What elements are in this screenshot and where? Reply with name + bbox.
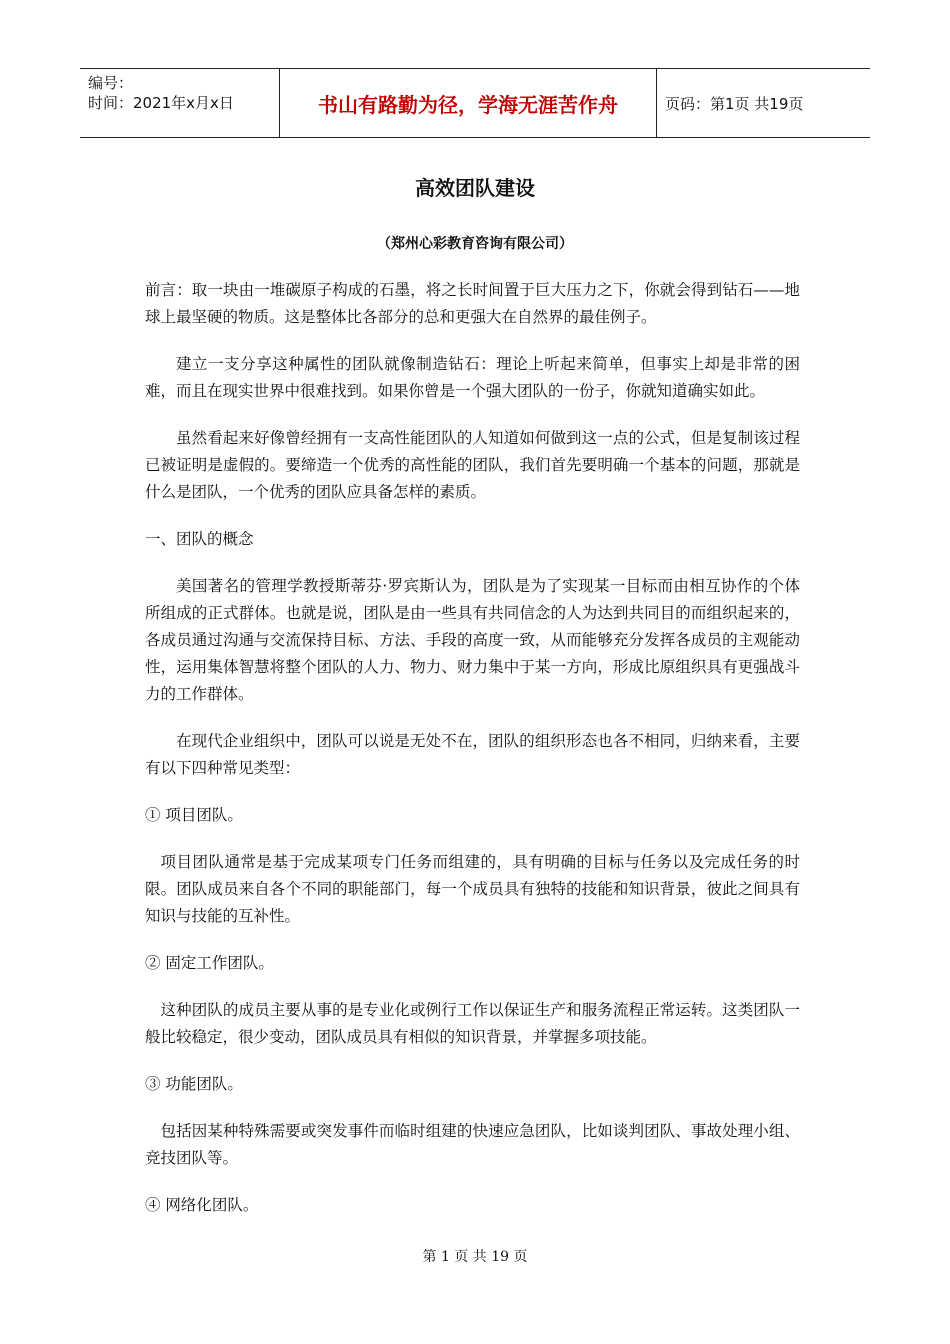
paragraph: 建立一支分享这种属性的团队就像制造钻石：理论上听起来简单，但事实上却是非常的困难，而且在现实世界中很难找到。如果你曾是一个强大团队的一份子，你就知道确实如此。 [145, 355, 800, 400]
paragraph: 美国著名的管理学教授斯蒂芬·罗宾斯认为，团队是为了实现某一目标而由相互协作的个体所组成的正式群体。也就是说，团队是由一些具有共同信念的人为达到共同目的而组织起来的，各成员通过沟通与交流保持目标、方法、手段的高度一致，从而能够充分发挥各成员的主观能动性，运用集体智慧将整个团队的人力、物力、财力集中于某一方向，形成比原组织具有更强战斗力的工作群体。 [145, 577, 800, 703]
paragraph: 在现代企业组织中，团队可以说是无处不在，团队的组织形态也各不相同，归纳来看，主要有以下四种常见类型： [145, 732, 800, 777]
paragraph: 项目团队通常是基于完成某项专门任务而组建的，具有明确的目标与任务以及完成任务的时限。团队成员来自各个不同的职能部门，每一个成员具有独特的技能和知识背景，彼此之间具有知识与技能的互补性。 [145, 853, 800, 925]
document-number-label: 编号： [88, 74, 134, 92]
document-date-label: 时间：2021年x月x日 [88, 94, 234, 112]
header-page-number: 页码：第1页 共19页 [665, 94, 804, 113]
paragraph: 包括因某种特殊需要或突发事件而临时组建的快速应急团队，比如谈判团队、事故处理小组、竞技团队等。 [145, 1122, 800, 1167]
list-heading: ② 固定工作团队。 [145, 954, 274, 972]
document-body [145, 277, 800, 1219]
page-footer: 第 1 页 共 19 页 [422, 1249, 528, 1265]
list-heading: ④ 网络化团队。 [145, 1196, 259, 1214]
section-heading: 一、团队的概念 [145, 530, 254, 548]
header-motto: 书山有路勤为径，学海无涯苦作舟 [280, 69, 657, 137]
paragraph-preface: 前言：取一块由一堆碳原子构成的石墨，将之长时间置于巨大压力之下，你就会得到钻石——地球上最坚硬的物质。这是整体比各部分的总和更强大在自然界的最佳例子。 [145, 281, 800, 326]
document-subtitle: （郑州心彩教育咨询有限公司） [377, 236, 573, 252]
paragraph: 虽然看起来好像曾经拥有一支高性能团队的人知道如何做到这一点的公式，但是复制该过程已被证明是虚假的。要缔造一个优秀的高性能的团队，我们首先要明确一个基本的问题，那就是什么是团队，一个优秀的团队应具备怎样的素质。 [145, 429, 800, 501]
document-title: 高效团队建设 [415, 176, 535, 200]
header-info-cell [80, 69, 280, 137]
list-heading: ③ 功能团队。 [145, 1075, 243, 1093]
paragraph: 这种团队的成员主要从事的是专业化或例行工作以保证生产和服务流程正常运转。这类团队一般比较稳定，很少变动，团队成员具有相似的知识背景，并掌握多项技能。 [145, 1001, 800, 1046]
page-header [80, 68, 870, 138]
list-heading: ① 项目团队。 [145, 806, 243, 824]
